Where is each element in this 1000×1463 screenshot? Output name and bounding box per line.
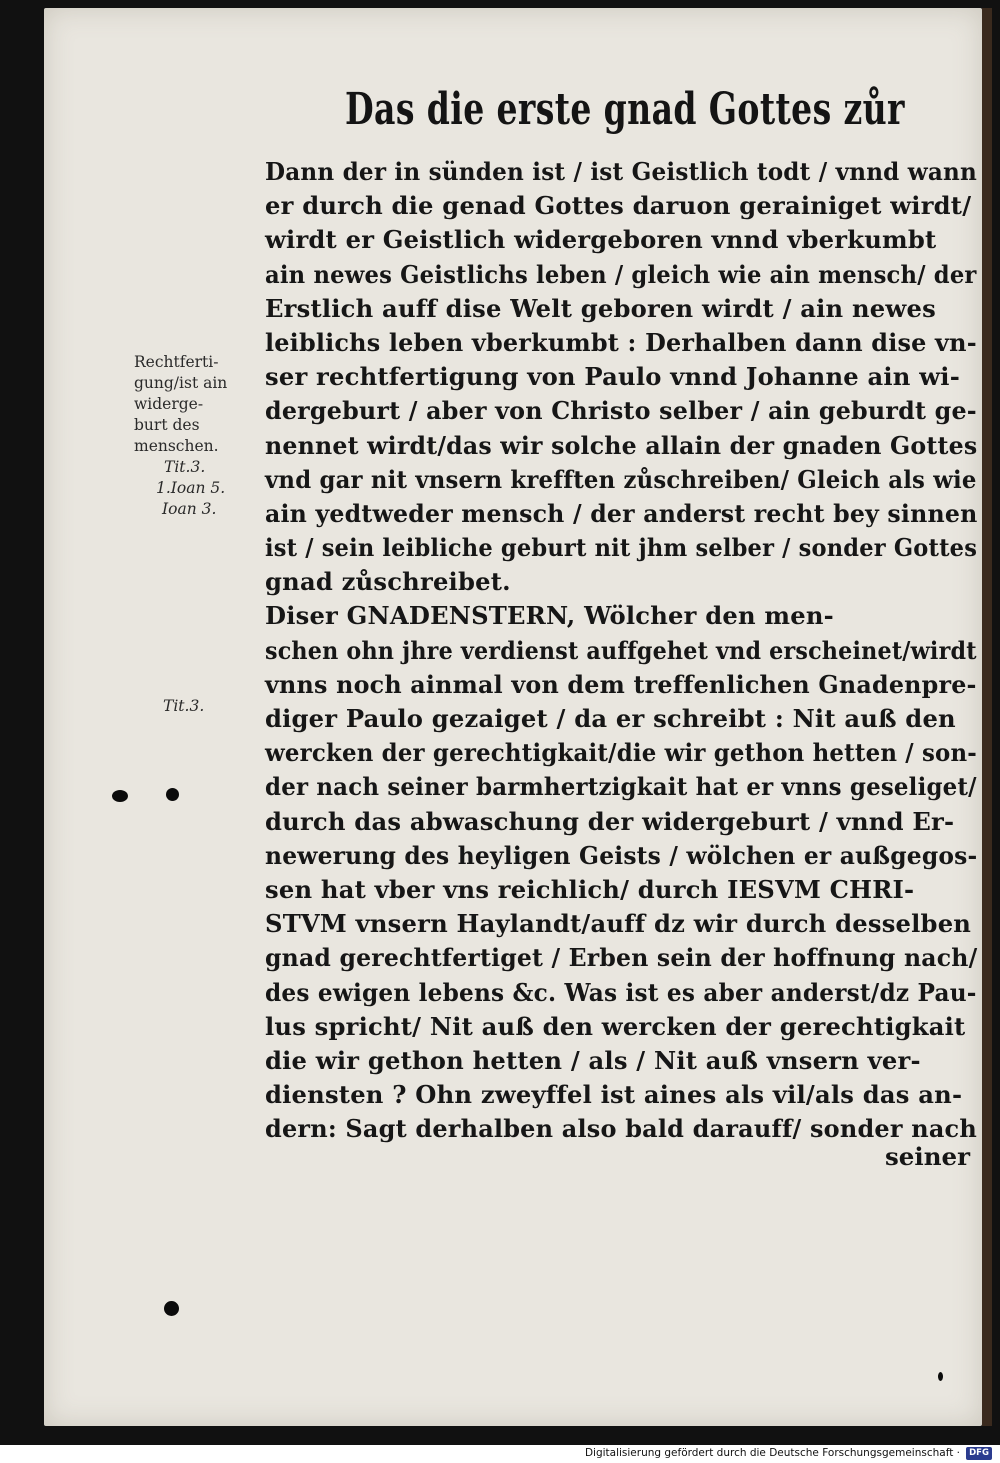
page-heading: Das die erste gnad Gottes zůr	[345, 84, 905, 135]
margin-note-line: menschen.	[134, 437, 219, 455]
margin-note-line: gung/ist ain	[134, 374, 228, 392]
text-line: ain yedtweder mensch / der anderst recht bey sinnen	[265, 498, 978, 528]
text-line: dern: Sagt derhalben also bald darauff/ sonder nach	[265, 1114, 977, 1144]
ink-dot	[112, 790, 128, 802]
text-line: newerung des heyligen Geists / wölchen er außgegos-	[265, 840, 978, 870]
text-line: vnd gar nit vnsern krefften zůschreiben/ Gleich als wie	[265, 464, 977, 494]
ink-dot	[938, 1372, 943, 1381]
margin-ref-1ioan: 1.Ioan 5.	[156, 479, 226, 497]
ink-dot	[166, 788, 179, 801]
margin-ref-ioan: Ioan 3.	[162, 500, 217, 518]
text-line: vnns noch ainmal von dem treffenlichen Gnadenpre-	[265, 669, 977, 699]
text-line: schen ohn jhre verdienst auffgehet vnd erscheinet/wirdt	[265, 635, 977, 665]
dfg-logo: DFG	[966, 1447, 992, 1460]
text-line: des ewigen lebens &c. Was ist es aber anderst/dz Pau-	[265, 977, 977, 1007]
text-line: Erstlich auff dise Welt geboren wirdt / ain newes	[265, 293, 936, 323]
body-text	[265, 155, 985, 1146]
text-line: STVM vnsern Haylandt/auff dz wir durch desselben	[265, 909, 972, 939]
text-line: er durch die genad Gottes daruon gerainiget wirdt/	[265, 191, 972, 221]
ink-dot	[164, 1301, 179, 1316]
text-line: leiblichs leben vberkumbt : Derhalben dann dise vn-	[265, 327, 977, 357]
text-line: wercken der gerechtigkait/die wir gethon hetten / son-	[265, 738, 977, 768]
margin-note-line: Rechtferti-	[134, 353, 219, 371]
text-line: gnad zůschreibet.	[265, 567, 511, 597]
footer-bar	[0, 1445, 1000, 1463]
text-line: ain newes Geistlichs leben / gleich wie ain mensch/ der	[265, 259, 977, 289]
catchword: seiner	[885, 1142, 970, 1171]
text-line: Diser GNADENSTERN, Wölcher den men-	[265, 601, 834, 631]
text-line: ser rechtfertigung von Paulo vnnd Johanne ain wi-	[265, 362, 960, 392]
text-line: die wir gethon hetten / als / Nit auß vnsern ver-	[265, 1045, 921, 1075]
footer-credit: Digitalisierung gefördert durch die Deutsche Forschungsgemeinschaft ·	[584, 1447, 960, 1459]
margin-note-line: burt des	[134, 416, 200, 434]
text-line: durch das abwaschung der widergeburt / vnnd Er-	[265, 806, 955, 836]
text-line: lus spricht/ Nit auß den wercken der gerechtigkait	[265, 1011, 966, 1041]
margin-ref-tit-second: Tit.3.	[163, 697, 205, 715]
text-line: sen hat vber vns reichlich/ durch IESVM CHRI-	[265, 874, 915, 904]
text-line: diger Paulo gezaiget / da er schreibt : Nit auß den	[265, 704, 956, 733]
margin-note-line: widerge-	[134, 395, 204, 413]
text-line: der nach seiner barmhertzigkait hat er vnns geseliget/	[265, 772, 977, 802]
text-line: ist / sein leibliche geburt nit jhm selber / sonder Gottes	[265, 533, 978, 563]
text-line: gnad gerechtfertiget / Erben sein der hoffnung nach/	[265, 943, 978, 973]
margin-ref-tit: Tit.3.	[164, 458, 206, 476]
text-line: dergeburt / aber von Christo selber / ain geburdt ge-	[265, 396, 977, 426]
margin-notes	[134, 352, 262, 520]
text-line: diensten ? Ohn zweyffel ist aines als vil/als das an-	[265, 1080, 963, 1110]
text-line: nennet wirdt/das wir solche allain der gnaden Gottes	[265, 430, 978, 460]
text-line: Dann der in sünden ist / ist Geistlich todt / vnnd wann	[265, 157, 977, 186]
text-line: wirdt er Geistlich widergeboren vnnd vberkumbt	[265, 225, 937, 255]
